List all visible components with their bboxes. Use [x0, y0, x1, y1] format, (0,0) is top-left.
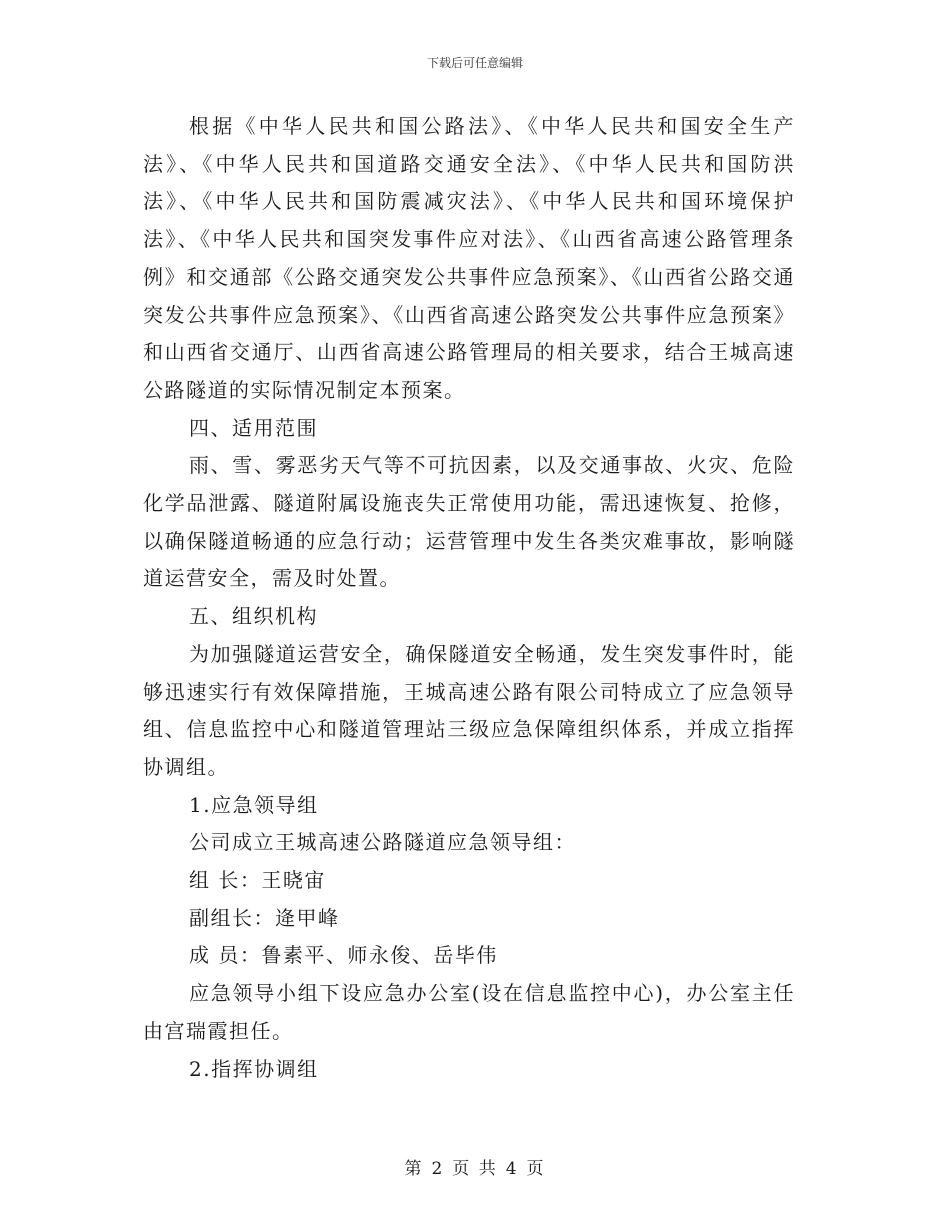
page-header-note: 下载后可任意编辑: [426, 56, 523, 70]
footer-suffix: 页: [526, 1159, 546, 1179]
paragraph-leadership-intro: 公司成立王城高速公路隧道应急领导组：: [189, 830, 576, 855]
footer-middle: 页 共: [452, 1159, 498, 1179]
heading-leadership-group: 1.应急领导组: [189, 792, 319, 817]
paragraph-scope: 雨、雪、雾恶劣天气等不可抗因素，以及交通事故、火灾、危险化学品泄露、隧道附属设施丧失正常使用功能，需迅速恢复、抢修，以确保隧道畅通的应急行动；运营管理中发生各类灾难事故，影响隧道运营安全，需及时处置。: [143, 453, 795, 591]
deputy-leader-line: 副组长：逄甲峰: [189, 905, 340, 930]
footer-prefix: 第: [404, 1159, 424, 1179]
paragraph-organization: 为加强隧道运营安全，确保隧道安全畅通，发生突发事件时，能够迅速实行有效保障措施，王城高速公路有限公司特成立了应急领导组、信息监控中心和隧道管理站三级应急保障组织体系，并成立指挥协调组。: [143, 641, 795, 779]
paragraph-legal-basis: 根据《中华人民共和国公路法》、《中华人民共和国安全生产法》、《中华人民共和国道路交通安全法》、《中华人民共和国防洪法》、《中华人民共和国防震减灾法》、《中华人民共和国环境保护法》、《中华人民共和国突发事件应对法》、《山西省高速公路管理条例》和交通部《公路交通突发公共事件应急预案》、《山西省公路交通突发公共事件应急预案》、《山西省高速公路突发公共事件应急预案》和山西省交通厅、山西省高速公路管理局的相关要求，结合王城高速公路隧道的实际情况制定本预案。: [143, 114, 795, 402]
members-line: 成 员：鲁素平、师永俊、岳毕伟: [189, 943, 498, 968]
heading-organization: 五、组织机构: [189, 604, 318, 629]
document-body: [143, 108, 795, 1088]
page-number-footer: [0, 1154, 950, 1179]
heading-coordination-group: 2.指挥协调组: [189, 1056, 319, 1081]
paragraph-office: 应急领导小组下设应急办公室(设在信息监控中心)，办公室主任由宫瑞霞担任。: [143, 981, 795, 1043]
footer-total-pages: 4: [505, 1159, 519, 1179]
heading-scope: 四、适用范围: [189, 415, 318, 440]
footer-current-page: 2: [431, 1159, 445, 1179]
leader-line: 组 长：王晓宙: [189, 868, 326, 893]
